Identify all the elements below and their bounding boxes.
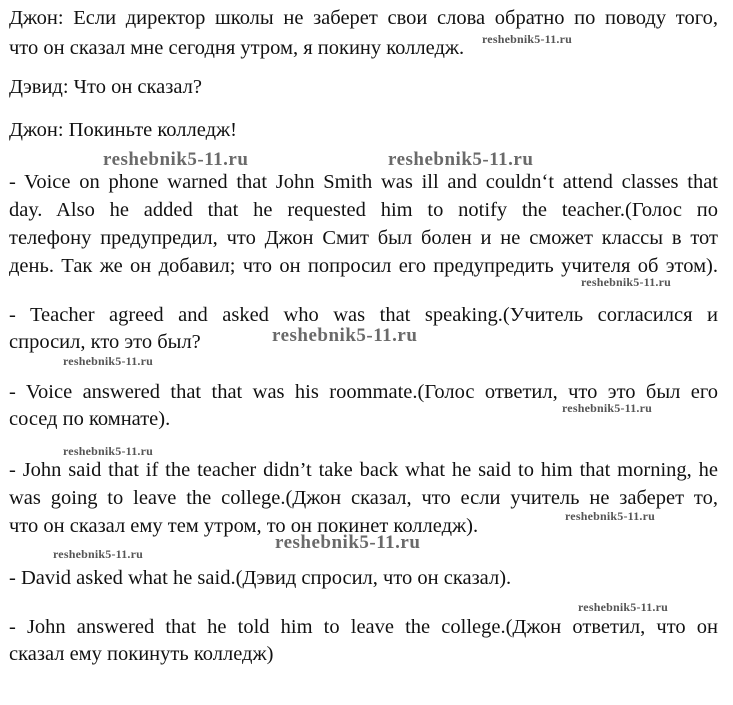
watermark: reshebnik5-11.ru bbox=[581, 275, 671, 289]
text-line-1: Джон: Если директор школы не заберет свои слова обратно по поводу того, bbox=[9, 7, 718, 29]
watermark: reshebnik5-11.ru bbox=[275, 532, 421, 553]
text-line-12: сосед по комнате). bbox=[9, 408, 171, 430]
text-line-14: was going to leave the college.(Джон сказал, что если учитель не заберет то, bbox=[9, 487, 718, 509]
watermark: reshebnik5-11.ru bbox=[565, 509, 655, 523]
text-line-8: день. Так же он добавил; что он попросил его предупредить учителя об этом). bbox=[9, 255, 718, 277]
watermark: reshebnik5-11.ru bbox=[482, 32, 572, 46]
text-line-7: телефону предупредил, что Джон Смит был болен и не сможет классы в тот bbox=[9, 227, 718, 249]
text-line-6: day. Also he added that he requested him to notify the teacher.(Голос по bbox=[9, 199, 718, 221]
text-line-9: - Teacher agreed and asked who was that speaking.(Учитель согласился и bbox=[9, 304, 718, 326]
watermark: reshebnik5-11.ru bbox=[562, 401, 652, 415]
text-line-10: спросил, кто это был? bbox=[9, 331, 201, 353]
watermark: reshebnik5-11.ru bbox=[388, 149, 534, 170]
watermark: reshebnik5-11.ru bbox=[53, 547, 143, 561]
text-line-17: - John answered that he told him to leave the college.(Джон ответил, что он bbox=[9, 616, 718, 638]
text-line-2: что он сказал мне сегодня утром, я покину колледж. bbox=[9, 37, 465, 59]
text-line-13: - John said that if the teacher didn’t take back what he said to him that morning, he bbox=[9, 459, 718, 481]
text-line-11: - Voice answered that that was his roommate.(Голос ответил, что это был его bbox=[9, 381, 718, 403]
text-line-15: что он сказал ему тем утром, то он покинет колледж). bbox=[9, 515, 479, 537]
watermark: reshebnik5-11.ru bbox=[103, 149, 249, 170]
text-line-3: Дэвид: Что он сказал? bbox=[9, 76, 202, 98]
watermark: reshebnik5-11.ru bbox=[63, 354, 153, 368]
text-line-18: сказал ему покинуть колледж) bbox=[9, 643, 274, 665]
text-line-5: - Voice on phone warned that John Smith was ill and couldn‘t attend classes that bbox=[9, 171, 718, 193]
text-line-4: Джон: Покиньте колледж! bbox=[9, 119, 237, 141]
watermark: reshebnik5-11.ru bbox=[272, 325, 418, 346]
watermark: reshebnik5-11.ru bbox=[578, 600, 668, 614]
text-line-16: - David asked what he said.(Дэвид спросил, что он сказал). bbox=[9, 567, 512, 589]
watermark: reshebnik5-11.ru bbox=[63, 444, 153, 458]
